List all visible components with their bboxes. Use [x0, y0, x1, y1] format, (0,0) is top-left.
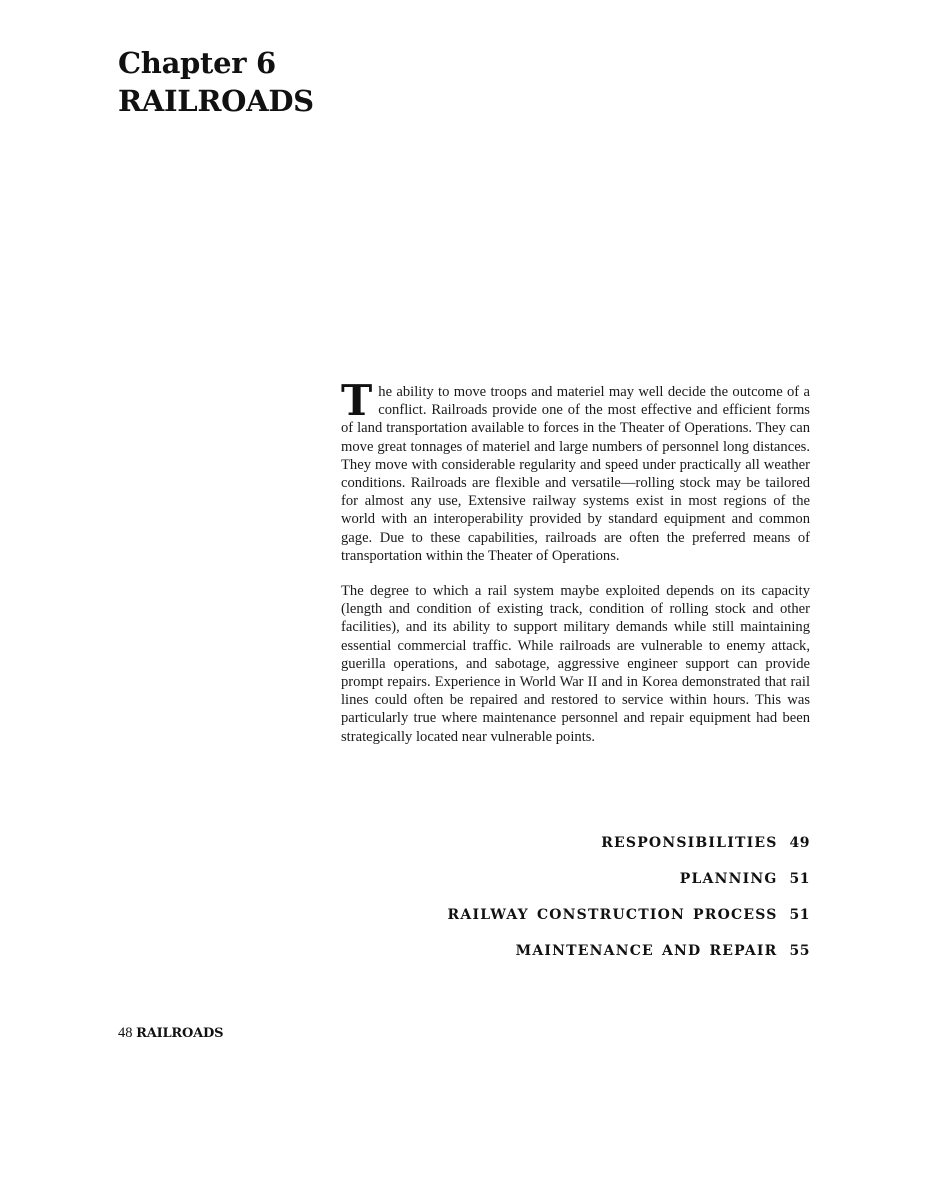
page-footer: [118, 1024, 223, 1043]
chapter-label: Chapter 6: [118, 46, 276, 80]
intro-paragraph-2: The degree to which a rail system maybe exploited depends on its capacity (length and condition of existing track, condition of rolling stock and other facilities), and its ability to support military demands while still maintaining essential commercial traffic. While railroads are vulnerable to enemy attack, guerilla operations, and sabotage, aggressive engineer support can provide prompt repairs. Experience in World War II and in Korea demonstrated that rail lines could often be repaired and restored to service within hours. This was particularly true where maintenance personnel and repair equipment had been strategically located near vulnerable points.: [341, 583, 810, 745]
toc-item-page: 49: [789, 835, 810, 851]
toc-item-page: 55: [789, 943, 810, 959]
toc-item-title: PLANNING: [679, 871, 778, 887]
drop-cap: T: [341, 376, 373, 425]
chapter-introduction: [341, 376, 810, 763]
toc-item-planning[interactable]: [341, 868, 810, 904]
toc-item-railway-construction-process[interactable]: [341, 904, 810, 940]
chapter-contents: [341, 832, 810, 976]
toc-item-responsibilities[interactable]: [341, 832, 810, 868]
page-number: 48: [118, 1025, 133, 1041]
toc-item-page: 51: [789, 871, 810, 887]
toc-item-maintenance-and-repair[interactable]: [341, 940, 810, 976]
toc-item-title: RAILWAY CONSTRUCTION PROCESS: [447, 907, 778, 923]
toc-item-page: 51: [789, 907, 810, 923]
toc-item-title: RESPONSIBILITIES: [601, 835, 778, 851]
chapter-title: RAILROADS: [118, 84, 314, 118]
chapter-heading: [118, 44, 314, 120]
intro-paragraph-1-text: he ability to move troops and materiel may well decide the outcome of a conflict. Railroads provide one of the most effective and efficient forms of land transportation available to forces in the Theater of Operations. They can move great tonnages of materiel and large numbers of personnel long distances. They move with considerable regularity and speed under practically all weather conditions. Railroads are flexible and versatile—rolling stock may be tailored for almost any use, Extensive railway systems exist in most regions of the world with an interoperability provided by standard equipment and common gage. Due to these capabilities, railroads are often the preferred means of transportation within the Theater of Operations.: [341, 384, 810, 564]
running-title: RAILROADS: [136, 1026, 224, 1041]
intro-paragraph-1: [341, 376, 810, 565]
toc-item-title: MAINTENANCE AND REPAIR: [515, 943, 778, 959]
